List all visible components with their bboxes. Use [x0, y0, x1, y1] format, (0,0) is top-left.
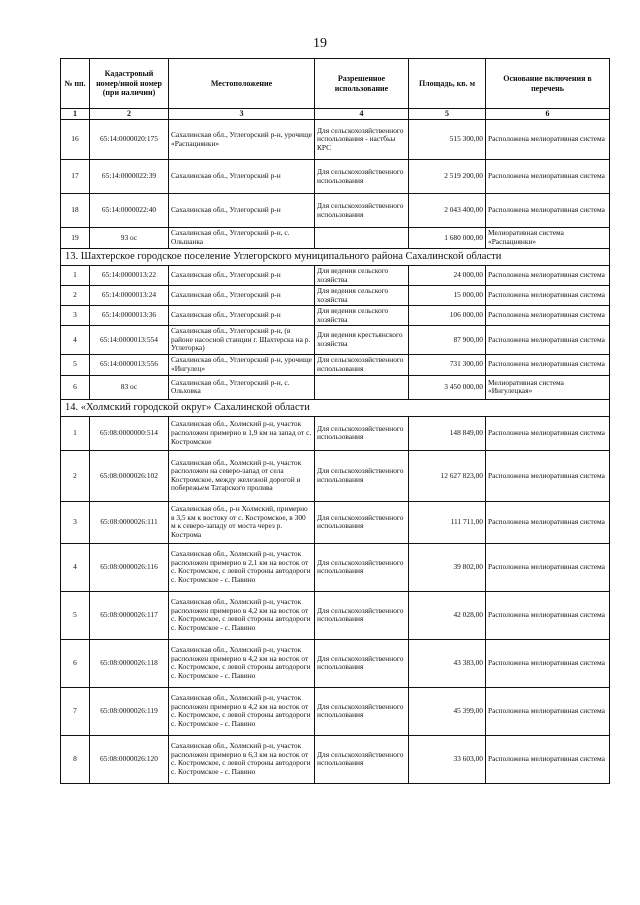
location-cell: Сахалинская обл., Холмский р-н, участок расположен на северо-запад от села Костромское, между железной дорогой и побережьем Татарского пролива — [169, 450, 315, 501]
basis-cell: Расположена мелиоративная система — [486, 120, 610, 160]
row-number: 4 — [61, 326, 90, 355]
table-row — [61, 639, 610, 687]
location-cell: Сахалинская обл., Углегорский р-н, урочище «Ингулец» — [169, 354, 315, 375]
location-cell: Сахалинская обл., Холмский р-н, участок расположен примерно в 2,1 км на восток от с. Костромское, с левой стороны автодороги с. Костромское - с. Павино — [169, 543, 315, 591]
header-basis: Основание включения в перечень — [486, 59, 610, 109]
cadastral-number: 65:14:0000013:554 — [90, 326, 169, 355]
table-row — [61, 326, 610, 355]
cadastral-number: 83 ос — [90, 375, 169, 399]
location-cell: Сахалинская обл., Холмский р-н, участок расположен примерно в 4,2 км на восток от с. Костромское, с левой стороны автодороги с. Костромское - с. Павино — [169, 687, 315, 735]
column-number: 3 — [169, 109, 315, 120]
permitted-use-cell — [315, 228, 409, 249]
basis-cell: Расположена мелиоративная система — [486, 591, 610, 639]
cadastral-number: 65:14:0000013:24 — [90, 286, 169, 306]
cadastral-number: 65:08:0000026:120 — [90, 735, 169, 783]
permitted-use-cell: Для ведения сельского хозяйства — [315, 306, 409, 326]
basis-cell: Расположена мелиоративная система — [486, 354, 610, 375]
column-number: 5 — [409, 109, 486, 120]
row-number: 17 — [61, 160, 90, 194]
cadastral-number: 65:14:0000013:556 — [90, 354, 169, 375]
basis-cell: Расположена мелиоративная система — [486, 543, 610, 591]
cadastral-number: 65:14:0000013:22 — [90, 266, 169, 286]
location-cell: Сахалинская обл., Холмский р-н, участок расположен примерно в 4,2 км на восток от с. Костромское, с левой стороны автодороги с. Костромское - с. Павино — [169, 639, 315, 687]
permitted-use-cell: Для сельскохозяйственного использования — [315, 450, 409, 501]
permitted-use-cell: Для сельскохозяйственного использования — [315, 639, 409, 687]
table-row — [61, 120, 610, 160]
table-row — [61, 687, 610, 735]
column-numbers-row — [61, 109, 610, 120]
cadastral-number: 65:08:0000026:111 — [90, 501, 169, 543]
cadastral-number: 65:14:0000022:39 — [90, 160, 169, 194]
permitted-use-cell: Для сельскохозяйственного использования — [315, 501, 409, 543]
cadastral-number: 65:08:0000000:514 — [90, 416, 169, 450]
basis-cell: Расположена мелиоративная система — [486, 160, 610, 194]
area-cell: 106 000,00 — [409, 306, 486, 326]
permitted-use-cell: Для ведения сельского хозяйства — [315, 266, 409, 286]
basis-cell: Расположена мелиоративная система — [486, 450, 610, 501]
column-number: 6 — [486, 109, 610, 120]
location-cell: Сахалинская обл., Углегорский р-н, (в районе насосной станции г. Шахтерска на р. Углегорка) — [169, 326, 315, 355]
table-row — [61, 591, 610, 639]
area-cell: 24 000,00 — [409, 266, 486, 286]
table-row — [61, 735, 610, 783]
permitted-use-cell: Для сельскохозяйственного использования - настбьы КРС — [315, 120, 409, 160]
basis-cell: Мелиоративная система «Распацнянки» — [486, 228, 610, 249]
column-number: 2 — [90, 109, 169, 120]
basis-cell: Расположена мелиоративная система — [486, 194, 610, 228]
header-use: Разрешенное использование — [315, 59, 409, 109]
row-number: 1 — [61, 416, 90, 450]
table-row — [61, 543, 610, 591]
row-number: 3 — [61, 306, 90, 326]
table-row — [61, 354, 610, 375]
basis-cell: Расположена мелиоративная система — [486, 286, 610, 306]
row-number: 8 — [61, 735, 90, 783]
location-cell: Сахалинская обл., Углегорский р-н — [169, 160, 315, 194]
table-row — [61, 160, 610, 194]
row-number: 5 — [61, 591, 90, 639]
area-cell: 42 028,00 — [409, 591, 486, 639]
cadastral-number: 65:08:0000026:118 — [90, 639, 169, 687]
location-cell: Сахалинская обл., Холмский р-н, участок расположен примерно в 6,3 км на восток от с. Костромское, с левой стороны автодороги с. Костромское - с. Павино — [169, 735, 315, 783]
table-row — [61, 286, 610, 306]
section-header-row — [61, 249, 610, 266]
header-area: Площадь, кв. м — [409, 59, 486, 109]
basis-cell: Расположена мелиоративная система — [486, 735, 610, 783]
basis-cell: Расположена мелиоративная система — [486, 306, 610, 326]
basis-cell: Расположена мелиоративная система — [486, 639, 610, 687]
basis-cell: Расположена мелиоративная система — [486, 416, 610, 450]
location-cell: Сахалинская обл., Углегорский р-н, с. Ольховка — [169, 375, 315, 399]
area-cell: 148 849,00 — [409, 416, 486, 450]
table-header-row — [61, 59, 610, 109]
table-row — [61, 375, 610, 399]
permitted-use-cell: Для сельскохозяйственного использования — [315, 543, 409, 591]
row-number: 6 — [61, 375, 90, 399]
row-number: 4 — [61, 543, 90, 591]
permitted-use-cell: Для сельскохозяйственного использования — [315, 354, 409, 375]
basis-cell: Расположена мелиоративная система — [486, 326, 610, 355]
location-cell: Сахалинская обл., Углегорский р-н — [169, 306, 315, 326]
row-number: 6 — [61, 639, 90, 687]
table-row — [61, 266, 610, 286]
section-title: 13. Шахтерское городское поселение Углегорского муниципального района Сахалинской области — [61, 249, 610, 266]
row-number: 5 — [61, 354, 90, 375]
row-number: 2 — [61, 450, 90, 501]
area-cell: 39 802,00 — [409, 543, 486, 591]
area-cell: 87 900,00 — [409, 326, 486, 355]
area-cell: 2 043 400,00 — [409, 194, 486, 228]
area-cell: 3 450 000,00 — [409, 375, 486, 399]
permitted-use-cell: Для сельскохозяйственного использования — [315, 735, 409, 783]
table-row — [61, 194, 610, 228]
section-header-row — [61, 399, 610, 416]
permitted-use-cell: Для сельскохозяйственного использования — [315, 591, 409, 639]
area-cell: 515 300,00 — [409, 120, 486, 160]
location-cell: Сахалинская обл., Углегорский р-н, урочище «Распацнянки» — [169, 120, 315, 160]
area-cell: 1 680 000,00 — [409, 228, 486, 249]
area-cell: 45 399,00 — [409, 687, 486, 735]
row-number: 19 — [61, 228, 90, 249]
permitted-use-cell: Для сельскохозяйственного использования — [315, 687, 409, 735]
location-cell: Сахалинская обл., Холмский р-н, участок расположен примерно в 4,2 км на восток от с. Костромское, с левой стороны автодороги с. Костромское - с. Павино — [169, 591, 315, 639]
area-cell: 111 711,00 — [409, 501, 486, 543]
area-cell: 33 603,00 — [409, 735, 486, 783]
location-cell: Сахалинская обл., Углегорский р-н — [169, 266, 315, 286]
row-number: 2 — [61, 286, 90, 306]
permitted-use-cell: Для ведения сельского хозяйства — [315, 286, 409, 306]
area-cell: 2 519 200,00 — [409, 160, 486, 194]
page-number: 19 — [313, 36, 327, 51]
header-no: № пп. — [61, 59, 90, 109]
permitted-use-cell — [315, 375, 409, 399]
table-row — [61, 416, 610, 450]
cadastral-number: 65:08:0000026:102 — [90, 450, 169, 501]
permitted-use-cell: Для ведения крестьянского хозяйства — [315, 326, 409, 355]
table-row — [61, 450, 610, 501]
row-number: 18 — [61, 194, 90, 228]
column-number: 1 — [61, 109, 90, 120]
land-plots-table — [60, 58, 610, 784]
header-location: Местоположение — [169, 59, 315, 109]
cadastral-number: 65:08:0000026:117 — [90, 591, 169, 639]
location-cell: Сахалинская обл., р-н Холмский, примерно в 3,5 км к востоку от с. Костромское, в 300 м к северо-западу от моста через р. Кострома — [169, 501, 315, 543]
location-cell: Сахалинская обл., Углегорский р-н, с. Ольшанка — [169, 228, 315, 249]
table-body — [61, 120, 610, 784]
cadastral-number: 65:14:0000020:175 — [90, 120, 169, 160]
row-number: 16 — [61, 120, 90, 160]
location-cell: Сахалинская обл., Холмский р-н, участок расположен примерно в 1,9 км на запад от с. Костромское — [169, 416, 315, 450]
permitted-use-cell: Для сельскохозяйственного использования — [315, 194, 409, 228]
table-row — [61, 501, 610, 543]
area-cell: 43 383,00 — [409, 639, 486, 687]
row-number: 3 — [61, 501, 90, 543]
basis-cell: Расположена мелиоративная система — [486, 266, 610, 286]
cadastral-number: 65:08:0000026:116 — [90, 543, 169, 591]
location-cell: Сахалинская обл., Углегорский р-н — [169, 286, 315, 306]
header-cadastral: Кадастровый номер/иной номер (при наличии) — [90, 59, 169, 109]
row-number: 1 — [61, 266, 90, 286]
column-number: 4 — [315, 109, 409, 120]
section-title: 14. «Холмский городской округ» Сахалинской области — [61, 399, 610, 416]
cadastral-number: 93 ос — [90, 228, 169, 249]
table-row — [61, 306, 610, 326]
cadastral-number: 65:14:0000013:36 — [90, 306, 169, 326]
area-cell: 15 000,00 — [409, 286, 486, 306]
area-cell: 12 627 823,00 — [409, 450, 486, 501]
location-cell: Сахалинская обл., Углегорский р-н — [169, 194, 315, 228]
table-row — [61, 228, 610, 249]
row-number: 7 — [61, 687, 90, 735]
cadastral-number: 65:08:0000026:119 — [90, 687, 169, 735]
cadastral-number: 65:14:0000022:40 — [90, 194, 169, 228]
permitted-use-cell: Для сельскохозяйственного использования — [315, 160, 409, 194]
area-cell: 731 300,00 — [409, 354, 486, 375]
basis-cell: Мелиоративная система «Ингулецкая» — [486, 375, 610, 399]
basis-cell: Расположена мелиоративная система — [486, 687, 610, 735]
basis-cell: Расположена мелиоративная система — [486, 501, 610, 543]
permitted-use-cell: Для сельскохозяйственного использования — [315, 416, 409, 450]
